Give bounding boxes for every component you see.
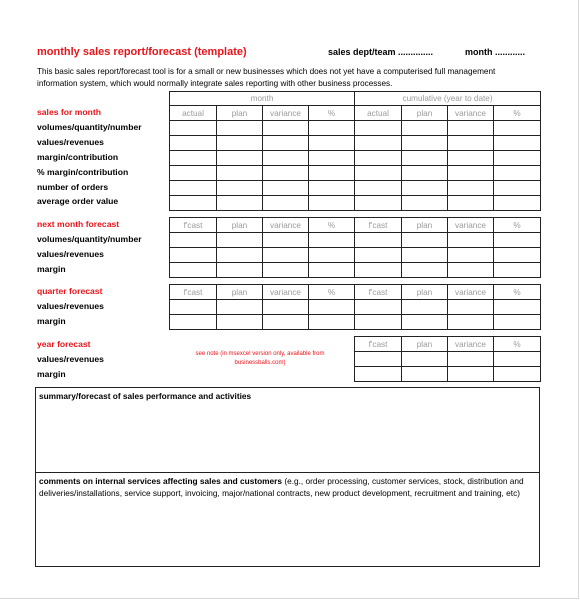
col-header: %	[494, 106, 541, 121]
summary-title: summary/forecast of sales performance and activities	[39, 391, 252, 401]
summary-box[interactable]	[35, 387, 540, 473]
col-header: actual	[355, 106, 402, 121]
row-label: volumes/quantity/number	[37, 234, 142, 244]
grid-row	[170, 196, 541, 211]
section-title-year: year forecast	[37, 339, 91, 349]
month-grid	[169, 91, 541, 211]
next-month-grid	[169, 217, 541, 278]
cell[interactable]	[309, 121, 355, 136]
cell[interactable]	[402, 196, 448, 211]
cell[interactable]	[448, 248, 494, 263]
cell[interactable]	[355, 181, 402, 196]
cell[interactable]	[263, 136, 309, 151]
cell[interactable]	[263, 196, 309, 211]
cell[interactable]	[494, 248, 541, 263]
cell[interactable]	[448, 196, 494, 211]
cell[interactable]	[217, 233, 263, 248]
cell[interactable]	[355, 151, 402, 166]
row-label: margin	[37, 264, 66, 274]
excel-note: see note (in msexcel version only, available from businessballs.com)	[195, 351, 325, 366]
cell[interactable]	[309, 263, 355, 278]
cell[interactable]	[494, 151, 541, 166]
cell[interactable]	[263, 315, 309, 330]
cell[interactable]	[309, 136, 355, 151]
cell[interactable]	[355, 352, 402, 367]
row-label: values/revenues	[37, 301, 104, 311]
col-header: plan	[402, 285, 448, 300]
row-label: average order value	[37, 196, 119, 206]
cell[interactable]	[263, 151, 309, 166]
col-header: plan	[402, 106, 448, 121]
cell[interactable]	[494, 121, 541, 136]
cell[interactable]	[355, 263, 402, 278]
grid-row	[355, 352, 541, 367]
cell[interactable]	[402, 248, 448, 263]
quarter-grid	[169, 284, 541, 330]
cell[interactable]	[170, 121, 217, 136]
col-header: plan	[402, 337, 448, 352]
grid-row	[170, 248, 541, 263]
cell[interactable]	[217, 263, 263, 278]
grid-row	[170, 181, 541, 196]
dept-field: sales dept/team ..............	[328, 47, 434, 57]
cell[interactable]	[402, 352, 448, 367]
col-header: variance	[448, 337, 494, 352]
col-header: f'cast	[355, 337, 402, 352]
report-title: monthly sales report/forecast (template)	[37, 46, 247, 58]
row-label: margin	[37, 369, 66, 379]
cell[interactable]	[217, 315, 263, 330]
cell[interactable]	[263, 248, 309, 263]
cell[interactable]	[217, 196, 263, 211]
cell[interactable]	[494, 300, 541, 315]
cell[interactable]	[448, 367, 494, 382]
col-header: %	[309, 218, 355, 233]
cell[interactable]	[448, 136, 494, 151]
grid-row	[170, 121, 541, 136]
cell[interactable]	[448, 151, 494, 166]
cell[interactable]	[402, 121, 448, 136]
cell[interactable]	[263, 121, 309, 136]
section-title-next-month: next month forecast	[37, 219, 120, 229]
cell[interactable]	[494, 315, 541, 330]
col-header: variance	[448, 106, 494, 121]
cell[interactable]	[170, 300, 217, 315]
cell[interactable]	[309, 233, 355, 248]
grid-row	[170, 136, 541, 151]
cell[interactable]	[217, 248, 263, 263]
grid-row	[170, 315, 541, 330]
cell[interactable]	[355, 367, 402, 382]
cell[interactable]	[402, 367, 448, 382]
col-header: %	[309, 285, 355, 300]
cell[interactable]	[309, 181, 355, 196]
col-header: variance	[263, 106, 309, 121]
grid-row	[170, 300, 541, 315]
col-header: %	[494, 285, 541, 300]
cell[interactable]	[402, 181, 448, 196]
cell[interactable]	[448, 121, 494, 136]
grid-row	[170, 166, 541, 181]
col-header: plan	[402, 218, 448, 233]
cell[interactable]	[217, 136, 263, 151]
cell[interactable]	[494, 367, 541, 382]
col-header: f'cast	[170, 218, 217, 233]
cell[interactable]	[494, 233, 541, 248]
cell[interactable]	[309, 248, 355, 263]
cell[interactable]	[217, 181, 263, 196]
col-header: f'cast	[355, 285, 402, 300]
cell[interactable]	[217, 151, 263, 166]
cell[interactable]	[217, 300, 263, 315]
cell[interactable]	[402, 151, 448, 166]
group-header-month: month	[170, 92, 355, 106]
cell[interactable]	[448, 315, 494, 330]
cell[interactable]	[170, 151, 217, 166]
cell[interactable]	[170, 181, 217, 196]
col-header: f'cast	[170, 285, 217, 300]
section-title-month: sales for month	[37, 107, 101, 117]
cell[interactable]	[170, 136, 217, 151]
cell[interactable]	[448, 300, 494, 315]
cell[interactable]	[402, 263, 448, 278]
row-label: volumes/quantity/number	[37, 122, 142, 132]
cell[interactable]	[448, 263, 494, 278]
cell[interactable]	[355, 196, 402, 211]
grid-row	[355, 367, 541, 382]
cell[interactable]	[309, 300, 355, 315]
cell[interactable]	[355, 248, 402, 263]
month-field: month ............	[465, 47, 525, 57]
col-header: %	[494, 218, 541, 233]
col-header: variance	[263, 218, 309, 233]
cell[interactable]	[402, 233, 448, 248]
cell[interactable]	[217, 166, 263, 181]
row-label: % margin/contribution	[37, 167, 129, 177]
cell[interactable]	[494, 352, 541, 367]
cell[interactable]	[402, 300, 448, 315]
cell[interactable]	[170, 263, 217, 278]
cell[interactable]	[355, 233, 402, 248]
col-header: plan	[217, 218, 263, 233]
cell[interactable]	[263, 300, 309, 315]
cell[interactable]	[355, 136, 402, 151]
row-label: values/revenues	[37, 249, 104, 259]
cell[interactable]	[309, 166, 355, 181]
cell[interactable]	[355, 300, 402, 315]
cell[interactable]	[263, 181, 309, 196]
cell[interactable]	[170, 233, 217, 248]
cell[interactable]	[355, 166, 402, 181]
cell[interactable]	[170, 248, 217, 263]
cell[interactable]	[494, 166, 541, 181]
cell[interactable]	[402, 136, 448, 151]
cell[interactable]	[494, 196, 541, 211]
col-header: variance	[448, 285, 494, 300]
col-header: plan	[217, 106, 263, 121]
col-header: %	[309, 106, 355, 121]
cell[interactable]	[263, 263, 309, 278]
cell[interactable]	[263, 233, 309, 248]
intro-text: This basic sales report/forecast tool is for a small or new businesses which does not yet have a computerised full management information system, which would normally integrate sales reporting with other business processes.	[37, 67, 496, 88]
cell[interactable]	[494, 136, 541, 151]
cell[interactable]	[309, 315, 355, 330]
col-header: variance	[263, 285, 309, 300]
cell[interactable]	[217, 121, 263, 136]
section-title-quarter: quarter forecast	[37, 286, 103, 296]
col-header: plan	[217, 285, 263, 300]
cell[interactable]	[402, 315, 448, 330]
cell[interactable]	[402, 166, 448, 181]
row-label: values/revenues	[37, 137, 104, 147]
cell[interactable]	[448, 181, 494, 196]
cell[interactable]	[494, 181, 541, 196]
grid-row	[170, 233, 541, 248]
comments-title: comments on internal services affecting sales and customers	[39, 476, 283, 486]
row-label: margin	[37, 316, 66, 326]
cell[interactable]	[494, 263, 541, 278]
cell[interactable]	[263, 166, 309, 181]
col-header: %	[494, 337, 541, 352]
cell[interactable]	[309, 151, 355, 166]
row-label: values/revenues	[37, 354, 104, 364]
row-label: number of orders	[37, 182, 109, 192]
col-header: variance	[448, 218, 494, 233]
col-header: f'cast	[355, 218, 402, 233]
year-grid	[354, 336, 541, 382]
comments-text	[39, 475, 533, 499]
cell[interactable]	[355, 315, 402, 330]
group-header-cumulative: cumulative (year to date)	[355, 92, 541, 106]
grid-row	[170, 263, 541, 278]
row-label: margin/contribution	[37, 152, 119, 162]
col-header: actual	[170, 106, 217, 121]
cell[interactable]	[448, 233, 494, 248]
cell[interactable]	[448, 352, 494, 367]
cell[interactable]	[170, 315, 217, 330]
grid-row	[170, 151, 541, 166]
comments-box[interactable]	[35, 472, 540, 567]
cell[interactable]	[170, 166, 217, 181]
cell[interactable]	[309, 196, 355, 211]
cell[interactable]	[448, 166, 494, 181]
comments-body: (e.g., order processing, customer services, stock, distribution and deliveries/installations, service support, invoicing, major/national contracts, new product development, recruitment and training, etc)	[39, 476, 524, 498]
cell[interactable]	[170, 196, 217, 211]
cell[interactable]	[355, 121, 402, 136]
